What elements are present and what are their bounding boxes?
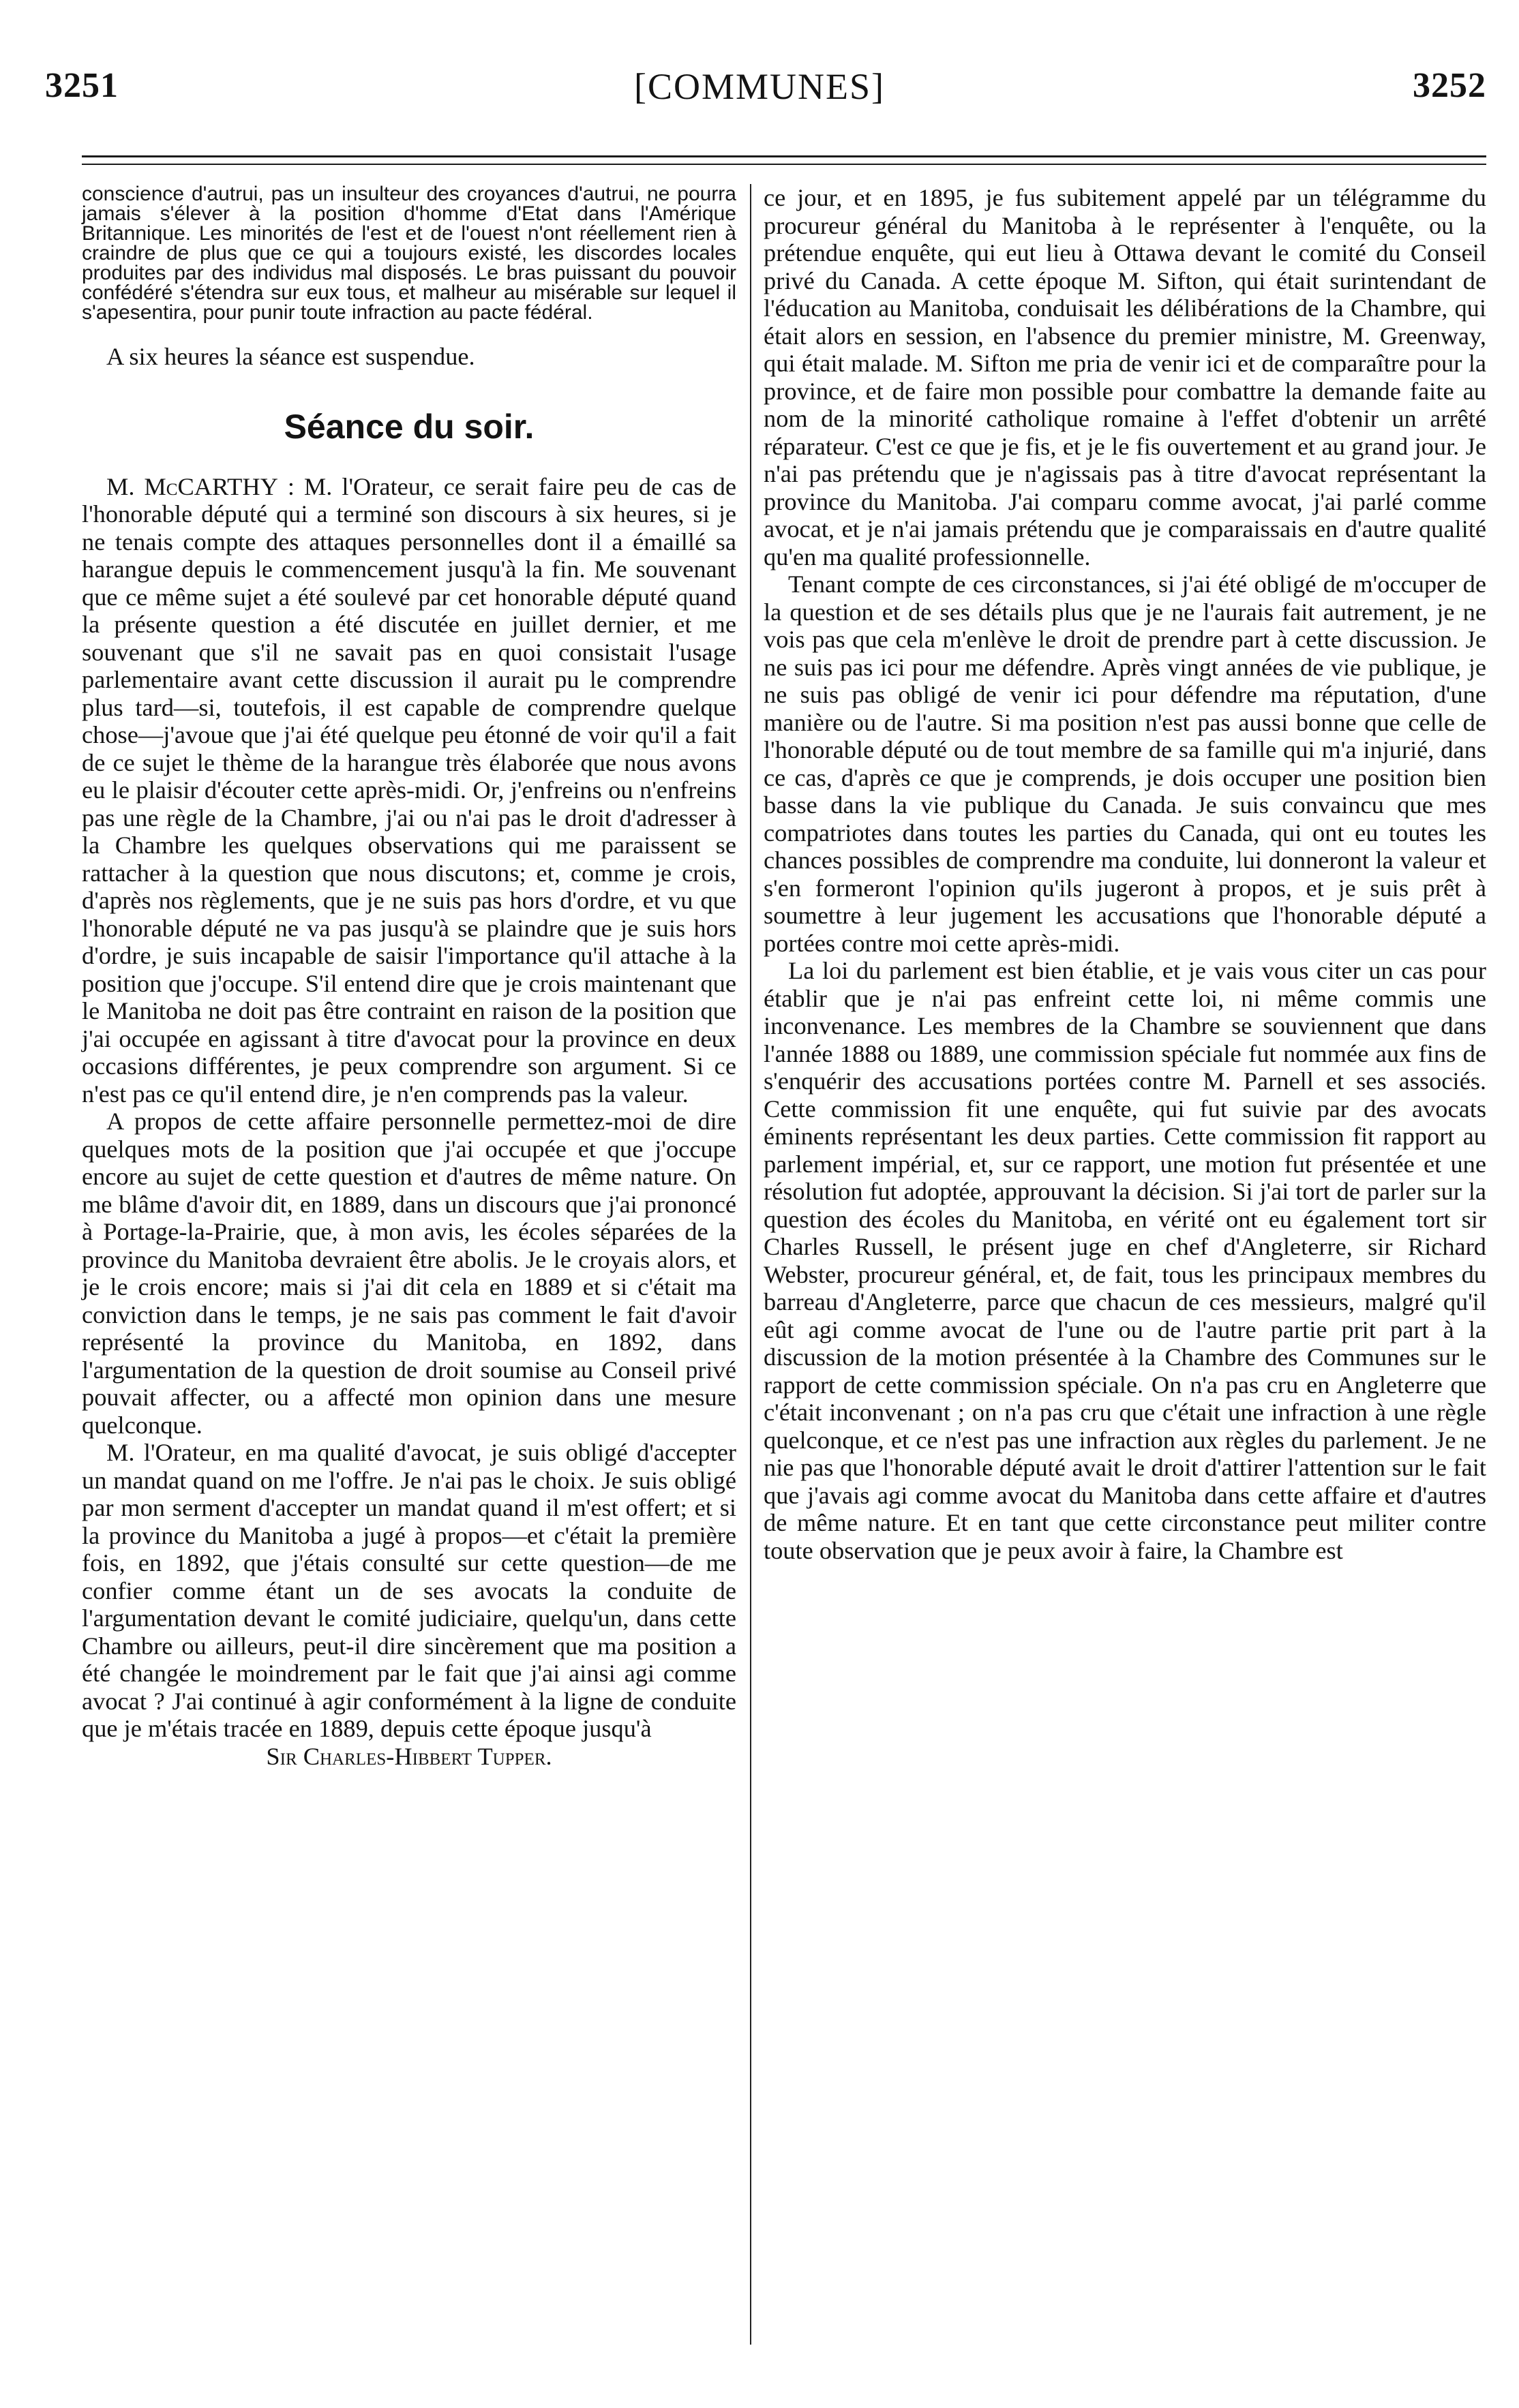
paragraph: M. l'Orateur, en ma qualité d'avocat, je suis obligé d'accepter un mandat quand on me l'offre. Je n'ai pas le choix. Je suis obligé par mon serment d'accepter un mandat quand il m'est offert; et si la province du Manitoba a jugé à propos—et c'était la première fois, en 1892, que j'étais consulté sur cette question—de me confier comme étant un de ses avocats la conduite de l'argumentation devant le comité judiciaire, quelqu'un, dans cette Chambre ou ailleurs, peut-il dire sincèrement que ma position a été changée le moindrement par le fait que j'ai ainsi agi comme avocat ? J'ai continué à agir conformément à la ligne de conduite que je m'étais tracée en 1889, depuis cette époque jusqu'à (82, 1439, 736, 1742)
paragraph: ce jour, et en 1895, je fus subitement appelé par un télégramme du procureur général du Manitoba à le représenter à l'enquête, ou la prétendue enquête, qui eut lieu à Ottawa devant le comité du Conseil privé du Canada. A cette époque M. Sifton, qui était surintendant de l'éducation au Manitoba, conduisait les délibérations de la Chambre, qui était alors en session, en l'absence du premier ministre, M. Greenway, qui était malade. M. Sifton me pria de venir ici et de comparaître pour la province, et de faire mon possible pour combattre la demande faite au nom de la minorité catholique romaine à l'effet d'obtenir un arrêté réparateur. C'est ce que je fis, et je le fis ouvertement et au grand jour. Je n'ai pas prétendu que je n'agissais pas à titre d'avocat représentant la province du Manitoba. J'ai comparu comme avocat, j'ai parlé comme avocat, et je n'ai jamais prétendu que je comparaissais en d'autre qualité qu'en ma qualité professionnelle. (764, 184, 1486, 570)
column-divider (750, 184, 751, 2345)
quote-paragraph: conscience d'autrui, pas un insulteur des croyances d'autrui, ne pourra jamais s'élever à la position d'homme d'Etat dans l'Amérique Britannique. Les minorités de l'est et de l'ouest n'ont réellement rien à craindre de plus que ce qui a toujours existé, les discordes locales produites par des individus mal disposés. Le bras puissant du pouvoir confédéré s'étendra sur eux tous, et malheur au misérable sur lequel il s'apesentira, pour punir toute infraction au pacte fédéral. (82, 183, 736, 324)
left-column (82, 184, 736, 1770)
header-rule (82, 155, 1486, 157)
paragraph: Tenant compte de ces circonstances, si j'ai été obligé de m'occuper de la question et de ses détails plus que je ne l'aurais fait autrement, je ne vois pas que cela m'enlève le droit de prendre part à cette discussion. Je ne suis pas ici pour me défendre. Après vingt années de vie publique, je ne suis pas obligé de venir ici pour défendre ma réputation, d'une manière ou de l'autre. Si ma position n'est pas aussi bonne que celle de l'honorable député ou de tout membre de sa famille qui m'a injurié, dans ce cas, d'après ce que je comprends, je dois occuper une position bien basse dans la vie publique du Canada. Je suis convaincu que mes compatriotes dans toutes les parties du Canada, qui ont eu toutes les chances possibles de comprendre ma conduite, lui donneront la valeur et s'en formeront l'opinion qu'ils jugeront à propos, et je suis prêt à soumettre à leur jugement les accusations que l'honorable député a portées contre moi cette après-midi. (764, 570, 1486, 957)
paragraph (82, 473, 736, 1108)
running-header (33, 65, 1486, 127)
page-number-left: 3251 (45, 66, 119, 105)
speaker-name: M. McCARTHY (106, 472, 278, 500)
column-signature: Sir Charles-Hibbert Tupper. (266, 1742, 552, 1770)
paragraph-text: : M. l'Orateur, ce serait faire peu de cas de l'honorable député qui a terminé son discours à six heures, si je ne tenais compte des attaques personnelles dont il a émaillé sa harangue depuis le commencement jusqu'à la fin. Me souvenant que ce même sujet a été soulevé par cet honorable député quand la présente question a été discutée en juillet dernier, et me souvenant que s'il ne savait pas en quoi consistait l'usage parlementaire avant cette discussion il aurait pu le comprendre plus tard—si, toutefois, il est capable de comprendre quelque chose—j'avoue que j'ai été quelque peu étonné de voir qu'il a fait de ce sujet le thème de la harangue très élaborée que nous avons eu le plaisir d'écouter cette après-midi. Or, j'enfreins ou n'enfreins pas une règle de la Chambre, j'ai ou n'ai pas le droit d'adresser à la Chambre les quelques observations qui me paraissent se rattacher à la question que nous discutons; et, comme je crois, d'après nos règlements, que je ne suis pas hors d'ordre, et vu que l'honorable député ne va pas jusqu'à se plaindre que je suis hors d'ordre, je suis incapable de saisir l'importance qu'il attache à la position que j'occupe. S'il entend dire que je crois maintenant que le Manitoba ne doit pas être contraint en raison de la position que j'ai occupée en agissant à titre d'avocat pour la province en deux occasions différentes, je peux comprendre son argument. Si ce n'est pas ce qu'il entend dire, je n'en comprends pas la valeur. (82, 472, 736, 1108)
header-rule-secondary (82, 164, 1486, 165)
right-column (764, 184, 1486, 1564)
two-column-body (82, 184, 1486, 2381)
page-number-right: 3252 (1413, 66, 1486, 105)
header-title: [COMMUNES] (633, 66, 886, 107)
paragraph: La loi du parlement est bien établie, et je vais vous citer un cas pour établir que je n'ai pas enfreint cette loi, ni même commis une inconvenance. Les membres de la Chambre se souviennent que dans l'année 1888 ou 1889, une commission spéciale fut nommée aux fins de s'enquérir des accusations portées contre M. Parnell et ses associés. Cette commission fit une enquête, qui fut suivie par des avocats éminents représentant les deux parties. Cette commission fit rapport au parlement impérial, et, sur ce rapport, une motion fut présentée et une résolution fut adoptée, approuvant la décision. Si j'ai tort de parler sur la question des écoles du Manitoba, en vérité ont eu également tort sir Charles Russell, le présent juge en chef d'Angleterre, sir Richard Webster, procureur général, et, de fait, tous les principaux membres du barreau d'Angleterre, parce que chacun de ces messieurs, malgré qu'il eût agi comme avocat de l'une ou de l'autre partie prit part à la discussion de la motion présentée à la Chambre des Communes sur le rapport de cette commission spéciale. On n'a pas cru en Angleterre que c'était inconvenant ; on n'a pas cru que c'était une infraction à une règle quelconque, et ce n'est pas une infraction aux règles du parlement. Je ne nie pas que l'honorable député avait le droit d'attirer l'attention sur le fait que j'avais agi comme avocat du Manitoba dans cette affaire et d'autres de même nature. Et en tant que cette circonstance peut militer contre toute observation que je peux avoir à faire, la Chambre est (764, 957, 1486, 1564)
adjournment-notice: A six heures la séance est suspendue. (106, 343, 475, 370)
paragraph: A propos de cette affaire personnelle permettez-moi de dire quelques mots de la position que j'ai occupée et que j'occupe encore au sujet de cette question et d'autres de même nature. On me blâme d'avoir dit, en 1889, dans un discours que j'ai prononcé à Portage-la-Prairie, que, à mon avis, les écoles séparées de la province du Manitoba devraient être abolis. Je le croyais alors, et je le crois encore; mais si j'ai dit cela en 1889 et si c'était ma conviction dans le temps, je ne sais pas comment le fait d'avoir représenté la province du Manitoba, en 1892, dans l'argumentation de la question de droit soumise au Conseil privé pouvait affecter, ou a affecté mon opinion dans une mesure quelconque. (82, 1108, 736, 1439)
section-title: Séance du soir. (284, 407, 535, 446)
